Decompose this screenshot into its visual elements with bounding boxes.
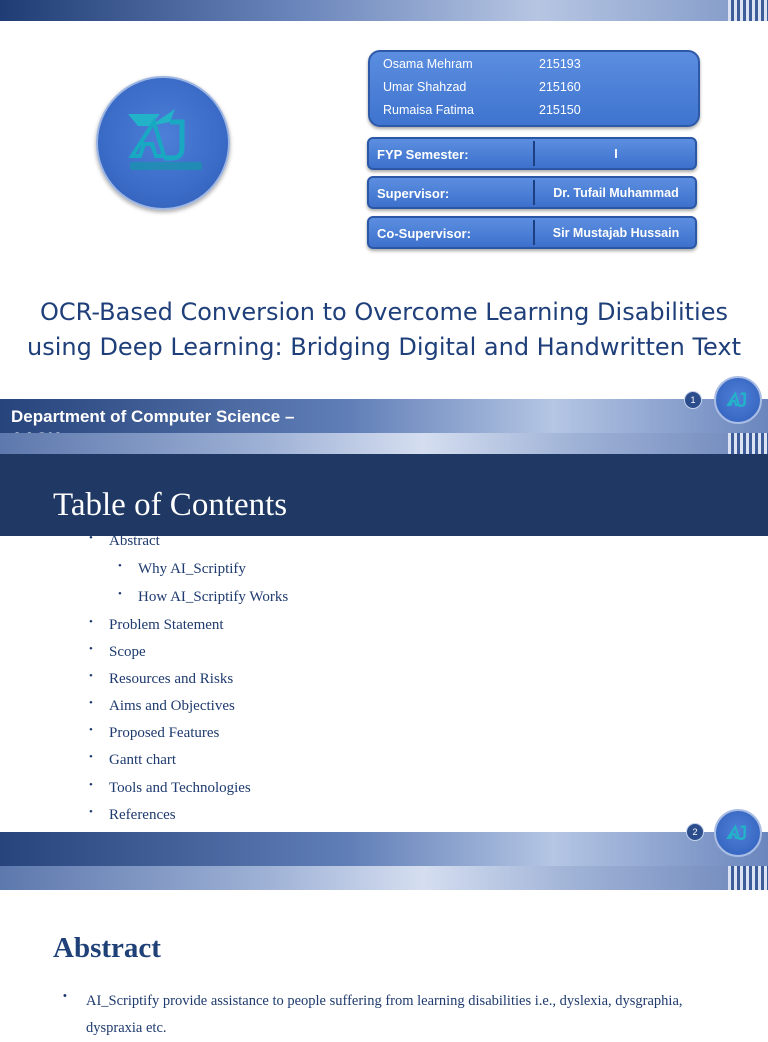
title-slide [0, 0, 768, 433]
toc-subitem: • How AI_Scriptify Works [118, 588, 289, 605]
cosupervisor-bar [367, 216, 697, 249]
logo-emblem-icon [724, 820, 754, 848]
toc-item: • References [89, 806, 176, 823]
toc-subitem: • Why AI_Scriptify [118, 560, 246, 577]
university-logo [96, 76, 230, 210]
toc-title: Table of Contents [53, 487, 288, 523]
fyp-semester-bar [367, 137, 697, 170]
toc-header-bar [0, 454, 768, 536]
bullet-icon: • [63, 990, 67, 1002]
toc-item: • Gantt chart [89, 751, 177, 768]
toc-item: • Abstract [89, 532, 160, 549]
cosupervisor-label: Co-Supervisor: [377, 226, 471, 241]
member-name: Umar Shahzad [383, 80, 467, 94]
slide-footer [0, 832, 768, 866]
toc-item: • Tools and Technologies [89, 779, 251, 796]
project-title-line: OCR-Based Conversion to Overcome Learning Disabilities [40, 298, 728, 326]
toc-item: • Problem Statement [89, 616, 224, 633]
project-title [20, 295, 748, 365]
cosupervisor-value: Sir Mustajab Hussain [552, 226, 680, 240]
abstract-title: Abstract [53, 932, 161, 964]
footer-logo [714, 376, 762, 424]
member-name: Osama Mehram [383, 57, 473, 71]
project-title-line: using Deep Learning: Bridging Digital and Handwritten Text [26, 333, 742, 361]
footer-logo [714, 809, 762, 857]
team-members-box [368, 50, 700, 127]
member-id: 215160 [539, 80, 581, 94]
member-name: Rumaisa Fatima [383, 103, 474, 117]
member-id: 215193 [539, 57, 581, 71]
top-banner [0, 866, 768, 890]
supervisor-label: Supervisor: [377, 186, 450, 201]
top-banner [0, 0, 768, 21]
abstract-bullet-text: AI_Scriptify provide assistance to people suffering from learning disabilities i.e., dyslexia, dysgraphia, dyspraxia etc. [86, 993, 683, 1036]
page-number-badge: 1 [684, 391, 702, 409]
toc-item: • Scope [89, 643, 146, 660]
toc-item: • Resources and Risks [89, 670, 234, 687]
logo-emblem-icon [120, 104, 210, 184]
member-id: 215150 [539, 103, 581, 117]
abstract-slide [0, 866, 768, 1036]
toc-item: • Proposed Features [89, 724, 220, 741]
logo-emblem-icon [724, 387, 754, 415]
toc-slide [0, 433, 768, 866]
slide-footer [0, 399, 768, 433]
top-banner [0, 433, 768, 454]
department-footer-text: Department of Computer Science – [11, 407, 295, 426]
toc-item: • Aims and Objectives [89, 697, 235, 714]
page-number-badge: 2 [686, 823, 704, 841]
supervisor-value: Dr. Tufail Muhammad [553, 186, 679, 200]
fyp-semester-label: FYP Semester: [377, 147, 469, 162]
fyp-semester-value: I [614, 147, 618, 161]
supervisor-bar [367, 176, 697, 209]
